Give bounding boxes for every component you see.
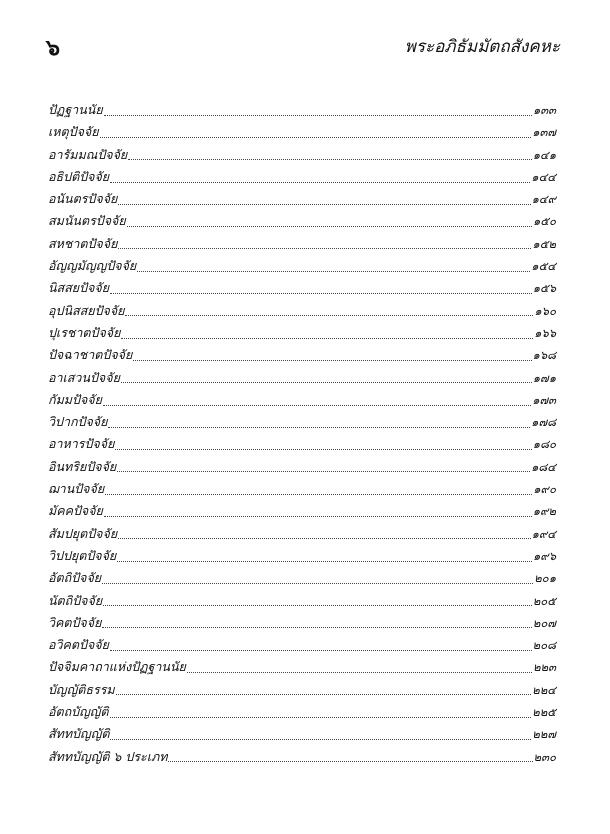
toc-entry-title: สมนันตรปัจจัย (48, 213, 126, 229)
toc-entry-page: ๒๒๕ (532, 705, 556, 720)
dot-leader (117, 471, 530, 472)
toc-entry (48, 433, 556, 455)
toc-entry (48, 300, 556, 322)
toc-entry-page: ๑๘๔ (531, 459, 556, 474)
toc-entry-page: ๑๗๑ (532, 370, 556, 385)
toc-entry-page: ๒๓๐ (533, 749, 556, 764)
toc-entry-page: ๑๔๑ (532, 147, 556, 162)
toc-entry-page: ๒๐๕ (532, 593, 556, 608)
dot-leader (117, 561, 532, 562)
toc-entry (48, 723, 556, 745)
dot-leader (104, 516, 532, 517)
dot-leader (110, 650, 532, 651)
toc-entry (48, 411, 556, 433)
toc-entry (48, 389, 556, 411)
dot-leader (187, 672, 532, 673)
dot-leader (121, 338, 533, 339)
toc-entry-title: กัมมปัจจัย (48, 391, 102, 407)
toc-entry (48, 590, 556, 612)
toc-entry-title: อนันตรปัจจัย (48, 191, 118, 207)
toc-entry (48, 144, 556, 166)
toc-entry (48, 121, 556, 143)
dot-leader (102, 627, 531, 628)
toc-entry-title: อินทริยปัจจัย (48, 458, 117, 474)
toc-entry-title: บัญญัติธรรม (48, 681, 115, 697)
toc-entry-page: ๑๗๘ (531, 415, 556, 430)
dot-leader (125, 315, 533, 316)
dot-leader (116, 694, 531, 695)
toc-entry (48, 656, 556, 678)
toc-entry-title: มัคคปัจจัย (48, 503, 103, 519)
toc-entry-page: ๑๘๐ (532, 437, 556, 452)
toc-entry-title: อุปนิสสยปัจจัย (48, 302, 125, 318)
toc-entry-title: อัตถิปัจจัย (48, 570, 102, 586)
toc-entry-title: สัททบัญญัติ ๖ ประเภท (48, 748, 168, 764)
toc-entry-page: ๒๐๑ (534, 571, 556, 586)
toc-entry-page: ๑๕๐ (532, 214, 556, 229)
toc-entry (48, 367, 556, 389)
toc-entry (48, 523, 556, 545)
toc-entry (48, 634, 556, 656)
toc-entry (48, 545, 556, 567)
toc-entry (48, 456, 556, 478)
toc-entry-title: ปัจจิมคาถาแห่งปัฏฐานนัย (48, 659, 186, 675)
dot-leader (133, 360, 531, 361)
toc-entry (48, 478, 556, 500)
dot-leader (108, 427, 530, 428)
toc-entry (48, 277, 556, 299)
toc-entry (48, 500, 556, 522)
dot-leader (105, 494, 532, 495)
toc-entry-title: อวิคตปัจจัย (48, 637, 109, 653)
toc-entry-page: ๑๙๐ (533, 482, 556, 497)
toc-entry-page: ๑๙๒ (532, 504, 556, 519)
toc-entry-title: เหตุปัจจัย (48, 124, 99, 140)
toc-entry-page: ๑๓๓ (532, 103, 556, 117)
toc-entry-title: อธิปติปัจจัย (48, 168, 110, 184)
dot-leader (118, 248, 531, 249)
toc-entry-page: ๑๕๖ (532, 281, 556, 296)
toc-entry-title: วิคตปัจจัย (48, 614, 102, 630)
toc-entry-page: ๑๗๓ (532, 392, 556, 407)
toc-entry-title: สัททบัญญัติ (48, 726, 110, 742)
dot-leader (168, 761, 532, 762)
page-number: ๖ (46, 35, 60, 61)
toc-entry-title: อาหารปัจจัย (48, 436, 115, 452)
dot-leader (104, 115, 532, 116)
toc-entry-title: นิสสยปัจจัย (48, 280, 110, 296)
toc-entry-page: ๒๐๗ (532, 615, 556, 630)
dot-leader (110, 717, 532, 718)
toc-entry-title: นัตถิปัจจัย (48, 592, 103, 608)
dot-leader (118, 204, 530, 205)
toc-entry-page: ๒๒๔ (532, 682, 556, 697)
dot-leader (110, 293, 532, 294)
toc-entry-page: ๑๔๙ (531, 192, 556, 207)
toc-entry (48, 344, 556, 366)
table-of-contents (48, 99, 556, 768)
toc-entry (48, 746, 556, 768)
toc-entry-page: ๑๔๔ (531, 169, 556, 184)
toc-entry-page: ๒๒๗ (532, 727, 556, 742)
dot-leader (118, 538, 530, 539)
dot-leader (121, 382, 532, 383)
toc-entry (48, 233, 556, 255)
dot-leader (137, 271, 530, 272)
toc-entry (48, 612, 556, 634)
toc-entry-title: วิปากปัจจัย (48, 414, 108, 430)
toc-entry (48, 210, 556, 232)
toc-entry-title: อัญญมัญญปัจจัย (48, 258, 137, 274)
toc-entry-title: ฌานปัจจัย (48, 481, 105, 497)
toc-entry-page: ๑๖๐ (534, 303, 556, 318)
toc-entry-title: วิปปยุตปัจจัย (48, 547, 117, 563)
toc-entry-title: อัตถบัญญัติ (48, 704, 109, 720)
toc-entry-page: ๑๕๒ (532, 236, 556, 251)
dot-leader (102, 583, 533, 584)
toc-entry-page: ๑๖๖ (534, 325, 556, 340)
toc-entry (48, 188, 556, 210)
dot-leader (103, 605, 532, 606)
dot-leader (100, 137, 532, 138)
dot-leader (110, 182, 530, 183)
toc-entry-page: ๑๙๖ (532, 548, 556, 563)
toc-entry-page: ๑๓๗ (532, 125, 556, 140)
toc-entry-page: ๑๙๔ (531, 526, 556, 541)
dot-leader (103, 405, 531, 406)
toc-entry-title: อาเสวนปัจจัย (48, 369, 120, 385)
toc-entry-title: สหชาตปัจจัย (48, 235, 118, 251)
toc-entry (48, 322, 556, 344)
dot-leader (128, 159, 531, 160)
toc-entry-title: ปุเรชาตปัจจัย (48, 324, 121, 340)
toc-entry (48, 679, 556, 701)
toc-entry-title: ปัจฉาชาตปัจจัย (48, 347, 133, 363)
toc-entry (48, 567, 556, 589)
toc-entry (48, 701, 556, 723)
toc-entry (48, 99, 556, 121)
dot-leader (115, 449, 531, 450)
toc-entry-title: ปัฏฐานนัย (48, 102, 103, 117)
dot-leader (127, 226, 532, 227)
toc-entry-title: อารัมมณปัจจัย (48, 146, 128, 162)
dot-leader (110, 739, 531, 740)
toc-entry (48, 166, 556, 188)
toc-entry-title: สัมปยุตปัจจัย (48, 525, 118, 541)
toc-entry-page: ๑๕๔ (531, 259, 556, 274)
running-title: พระอภิธัมมัตถสังคหะ (404, 37, 560, 57)
toc-entry (48, 255, 556, 277)
toc-entry-page: ๑๖๘ (532, 348, 556, 363)
toc-entry-page: ๒๒๓ (532, 660, 556, 675)
toc-entry-page: ๒๐๘ (532, 638, 556, 653)
